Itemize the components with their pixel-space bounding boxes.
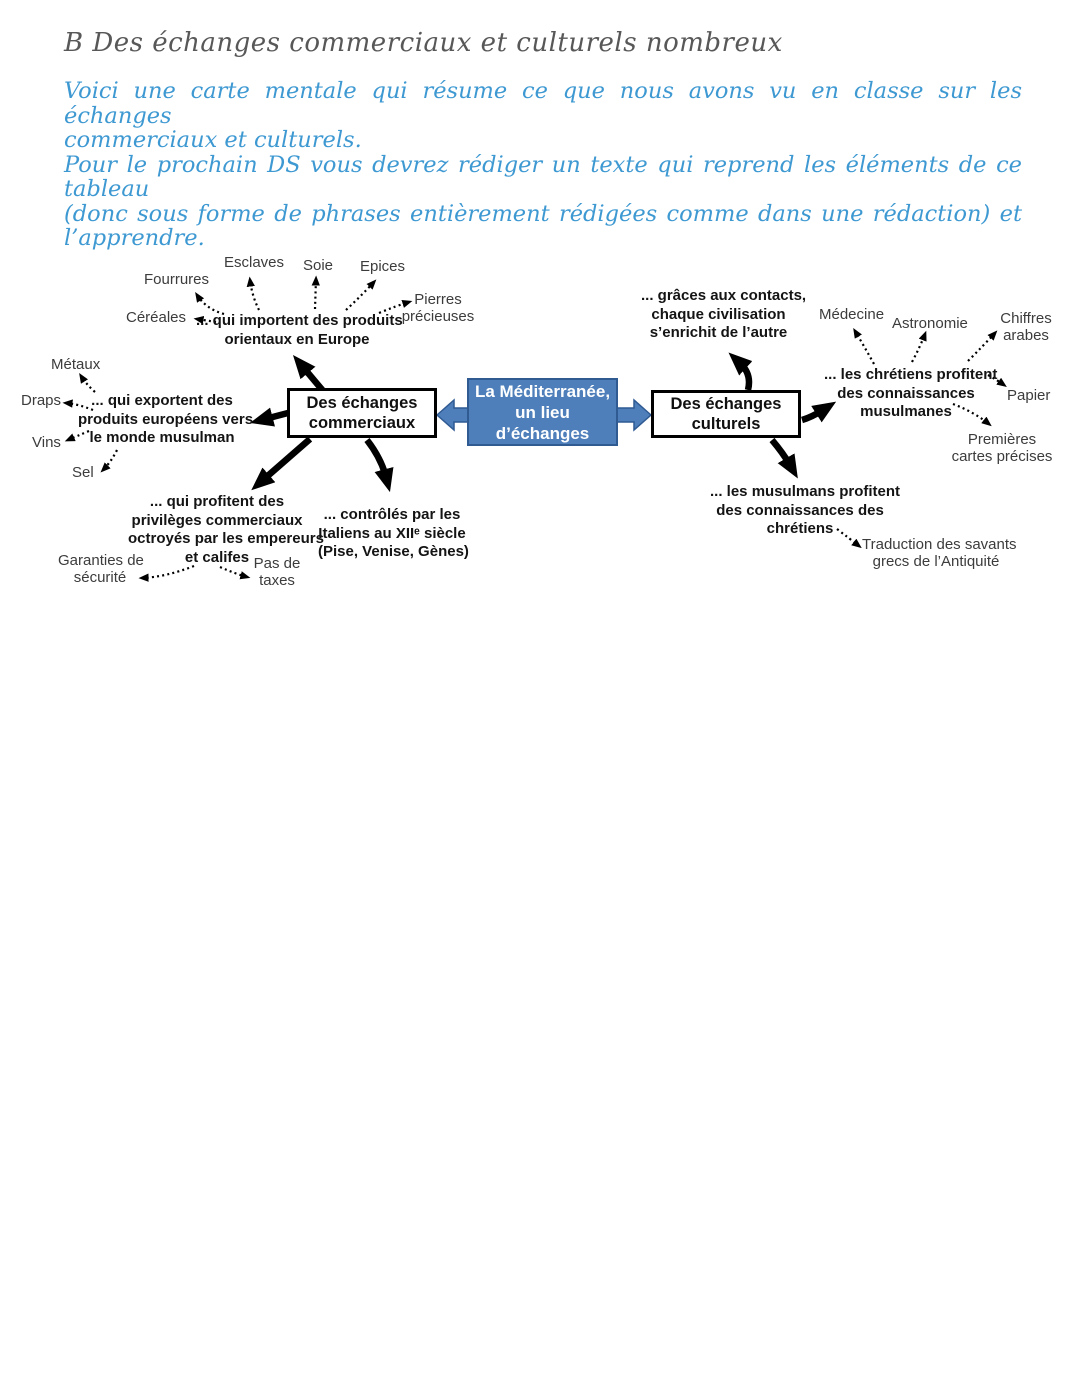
leaf-astronomie: Astronomie [892,315,968,332]
section-heading: B Des échanges commerciaux et culturels nombreux [64,28,783,58]
commercial-box-line: Des échanges [306,394,418,412]
branch-privileges-line: et califes [184,548,250,566]
leaf-traduction-line: grecs de l’Antiquité [872,553,1000,570]
branch-controlled-line: Italiens au XIIᵉ siècle [318,524,466,542]
branch-muslims [710,483,901,539]
branch-export [78,392,254,448]
blue-arrow-left [437,400,468,430]
arrow-to-sel [103,450,117,470]
leaf-pas-taxes-line: taxes [259,572,295,589]
branch-contacts [641,287,807,343]
leaf-soie: Soie [303,257,334,274]
commercial-box-line: commerciaux [308,414,416,432]
leaf-premieres-cartes [948,431,1056,465]
branch-import-line: ... qui importent des produits [196,312,403,329]
mindmap-diagram [0,230,1080,630]
arrow-to-medecine [855,331,874,364]
arrow-cultural-to-contacts [740,363,749,390]
arrow-to-garanties [142,566,194,578]
branch-export-line: le monde musulman [89,429,235,446]
leaf-garanties-securite [58,552,142,586]
leaf-traduction-savants [862,536,1017,570]
intro-line: Pour le prochain DS vous devrez rédiger un texte qui reprend les éléments de ce tableau [64,151,1022,202]
cultural-box-line: culturels [691,415,761,433]
leaf-medecine: Médecine [819,306,885,323]
arrow-commercial-to-controlled [367,440,386,477]
arrow-to-epices [346,282,374,310]
branch-controlled [318,506,469,562]
central-topic-line: La Méditerranée, [474,381,611,401]
branch-import-line: orientaux en Europe [224,330,370,348]
central-topic-box [467,378,618,446]
central-topic-line: un lieu [515,402,570,422]
blue-arrow-right [617,400,651,430]
commercial-branch-box [287,388,437,438]
branch-privileges-line: privilèges commerciaux [131,511,303,529]
leaf-cereales: Céréales [126,309,187,326]
branch-christians [824,366,998,422]
leaf-pierres-line: Pierres [414,291,462,308]
arrow-cultural-to-christians [802,410,823,420]
arrow-to-chiffres [968,333,995,361]
arrow-to-esclaves [250,280,259,310]
leaf-chiffres-line: Chiffres [1000,310,1052,327]
leaf-cartes-line: cartes précises [951,448,1053,465]
branch-contacts-line: ... grâces aux contacts, [641,287,807,304]
intro-line: commerciaux et culturels. [64,127,362,153]
leaf-pierres-line: précieuses [401,308,475,325]
arrow-cultural-to-muslims [772,440,790,465]
intro-line: l’apprendre. [64,225,205,251]
cultural-box-line: Des échanges [670,395,782,413]
leaf-papier: Papier [1007,387,1051,404]
branch-export-line: ... qui exportent des [91,392,233,409]
branch-muslims-line: ... les musulmans profitent [710,483,901,500]
leaf-cartes-line: Premières [967,431,1037,448]
branch-controlled-line: (Pise, Venise, Gènes) [318,543,469,560]
leaf-draps: Draps [21,392,62,409]
branch-privileges-line: ... qui profitent des [149,493,285,510]
branch-privileges-line: octroyés par les empereurs [128,530,324,547]
intro-line: Voici une carte mentale qui résume ce que nous avons vu en classe sur les échanges [64,78,1022,129]
branch-export-line: produits européens vers [78,410,254,428]
intro-line: (donc sous forme de phrases entièrement rédigées comme dans une rédaction) et [64,200,1022,227]
branch-muslims-line: des connaissances des [716,501,884,519]
branch-controlled-line: ... contrôlés par les [323,506,461,523]
arrow-to-astronomie [912,334,925,362]
arrow-commercial-to-export [265,413,288,419]
cultural-branch-box [651,390,801,438]
leaf-metaux: Métaux [51,356,101,373]
arrow-commercial-to-privileges [263,439,310,480]
branch-muslims-line: chrétiens [766,520,834,537]
central-topic-line: d’échanges [495,423,590,443]
arrow-to-metaux [81,376,95,392]
leaf-garanties-line: Garanties de [58,552,144,569]
branch-christians-line: musulmanes [860,403,952,420]
leaf-garanties-line: sécurité [73,569,127,586]
branch-contacts-line: s’enrichit de l’autre [649,324,788,341]
leaf-vins: Vins [32,434,61,451]
leaf-chiffres-arabes [996,310,1056,344]
leaf-chiffres-line: arabes [1003,327,1049,344]
arrow-to-soie [315,279,316,309]
branch-import [196,312,403,349]
leaf-esclaves: Esclaves [224,254,285,271]
branch-christians-line: ... les chrétiens profitent [824,366,998,383]
leaf-traduction-line: Traduction des savants [862,536,1017,553]
arrow-to-pas-taxes [220,567,247,577]
branch-christians-line: des connaissances [837,384,975,402]
leaf-pas-taxes-line: Pas de [253,555,301,572]
branch-contacts-line: chaque civilisation [651,305,786,323]
leaf-pas-de-taxes [250,555,304,589]
leaf-pierres-precieuses [397,291,479,325]
intro-text [64,79,1022,251]
leaf-epices: Epices [360,258,406,275]
leaf-fourrures: Fourrures [144,271,210,288]
leaf-sel: Sel [72,464,94,481]
